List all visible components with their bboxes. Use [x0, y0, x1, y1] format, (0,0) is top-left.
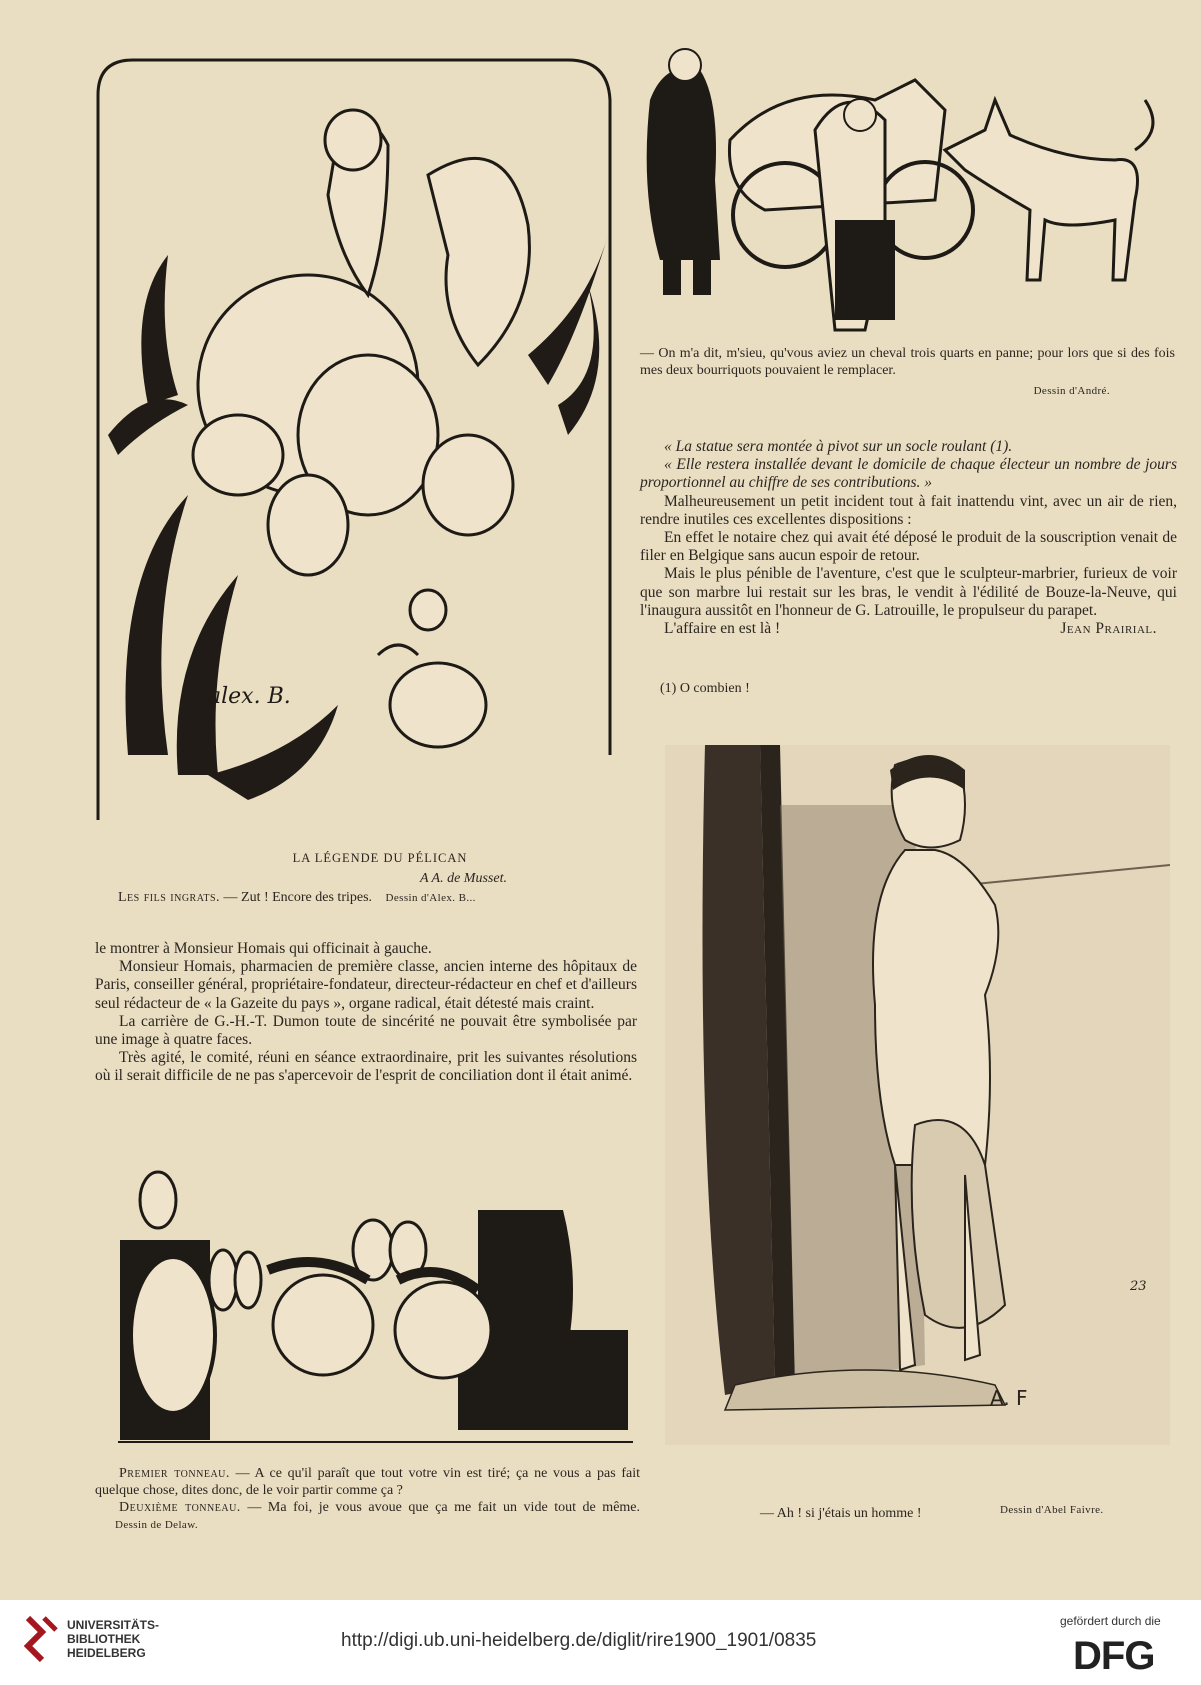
left-paragraph-2: Monsieur Homais, pharmacien de première classe, ancien interne des hôpitaux de Paris, conseiller général, propriétaire-fondateur, directeur-rédacteur en chef et d'ailleurs seul rédacteur de « la Gazeite du pays », organe radical, était détesté mais craint. [95, 958, 637, 1012]
donkeys-caption: — On m'a dit, m'sieu, qu'vous aviez un cheval trois quarts en panne; pour lors que si des fois mes deux bourriquots pouvaient le remplacer. [640, 346, 1175, 378]
pelican-signature: alex. B. [208, 684, 291, 709]
article-paragraph-4: En effet le notaire chez qui avait été déposé le produit de la souscription venait de filer en Belgique sans aucun espoir de retour. [640, 529, 1177, 565]
donkeys-drawing [645, 40, 1185, 340]
donkeys-credit: Dessin d'André. [1033, 385, 1110, 397]
pelican-drawing [88, 55, 620, 825]
article-column [640, 438, 1177, 640]
barrels-text-1: — A ce qu'il paraît que tout votre vin est tiré; ça ne vous a pas fait quelque chose, dites donc, de le voir partir comme ça ? [95, 1466, 640, 1498]
barrels-illustration [118, 1170, 633, 1445]
donkeys-illustration [645, 40, 1185, 340]
source-url-link[interactable]: http://digi.ub.uni-heidelberg.de/diglit/rire1900_1901/0835 [341, 1630, 817, 1651]
barrels-caption [95, 1465, 640, 1534]
barrels-lead-2: Deuxième tonneau. [119, 1500, 241, 1515]
left-paragraph-3: La carrière de G.-H.-T. Dumon toute de sincérité ne pouvait être symbolisée par une image à quatre faces. [95, 1012, 637, 1049]
dfg-logo[interactable]: DFG [1073, 1634, 1155, 1678]
article-paragraph-6: L'affaire en est là ! [664, 620, 781, 638]
article-author: Jean Prairial. [1060, 620, 1157, 638]
woman-drawing [665, 745, 1170, 1445]
funded-by-label: gefördert durch die [1060, 1614, 1161, 1628]
library-logo-icon [24, 1614, 60, 1666]
pelican-dedication: A A. de Musset. [420, 871, 507, 886]
article-paragraph-1: « La statue sera montée à pivot sur un socle roulant (1). [664, 438, 1013, 455]
woman-illustration [665, 745, 1170, 1445]
woman-signature: A. F [990, 1386, 1028, 1410]
pelican-caption-lead: Les fils ingrats. [118, 890, 221, 905]
pelican-caption-text: — Zut ! Encore des tripes. [223, 890, 373, 905]
footer-bar [0, 1600, 1201, 1685]
library-name[interactable] [67, 1618, 159, 1660]
article-paragraph-5: Mais le plus pénible de l'aventure, c'est que le sculpteur-marbrier, furieux de voir que son marbre lui restait sur les bras, le vendit à l'édilité de Bouze-la-Neuve, qui l'inaugura aussitôt en l'honneur de G. Latrouille, le propulseur du parapet. [640, 565, 1177, 619]
pelican-illustration [88, 55, 620, 825]
woman-number: 23 [1130, 1279, 1147, 1294]
woman-credit: Dessin d'Abel Faivre. [1000, 1504, 1104, 1516]
barrels-text-2: — Ma foi, je vous avoue que ça me fait un vide tout de même. [247, 1500, 641, 1515]
barrels-credit: Dessin de Delaw. [115, 1519, 198, 1531]
barrels-drawing [118, 1170, 633, 1445]
left-paragraph-4: Très agité, le comité, réuni en séance extraordinaire, prit les suivantes résolutions où il serait difficile de ne pas s'apercevoir de l'esprit de conciliation dont il était animé. [95, 1049, 637, 1085]
left-paragraph-1: le montrer à Monsieur Homais qui officinait à gauche. [95, 940, 432, 957]
library-name-line-3: HEIDELBERG [67, 1646, 146, 1660]
pelican-caption [118, 889, 638, 907]
pelican-title: LA LÉGENDE DU PÉLICAN [292, 851, 468, 865]
library-name-line-2: BIBLIOTHEK [67, 1632, 141, 1646]
article-paragraph-2: « Elle restera installée devant le domicile de chaque électeur un nombre de jours proportionnel au chiffre de ses contributions. » [640, 456, 1177, 492]
library-name-line-1: UNIVERSITÄTS- [67, 1618, 160, 1632]
article-footnote: (1) O combien ! [660, 681, 750, 696]
barrels-lead-1: Premier tonneau. [119, 1466, 230, 1481]
left-text-column [95, 940, 637, 1086]
woman-caption: — Ah ! si j'étais un homme ! [760, 1506, 922, 1521]
article-paragraph-3: Malheureusement un petit incident tout à fait inattendu vint, avec un air de rien, rendre inutiles ces excellentes dispositions : [640, 492, 1177, 528]
pelican-credit: Dessin d'Alex. B... [385, 892, 476, 904]
